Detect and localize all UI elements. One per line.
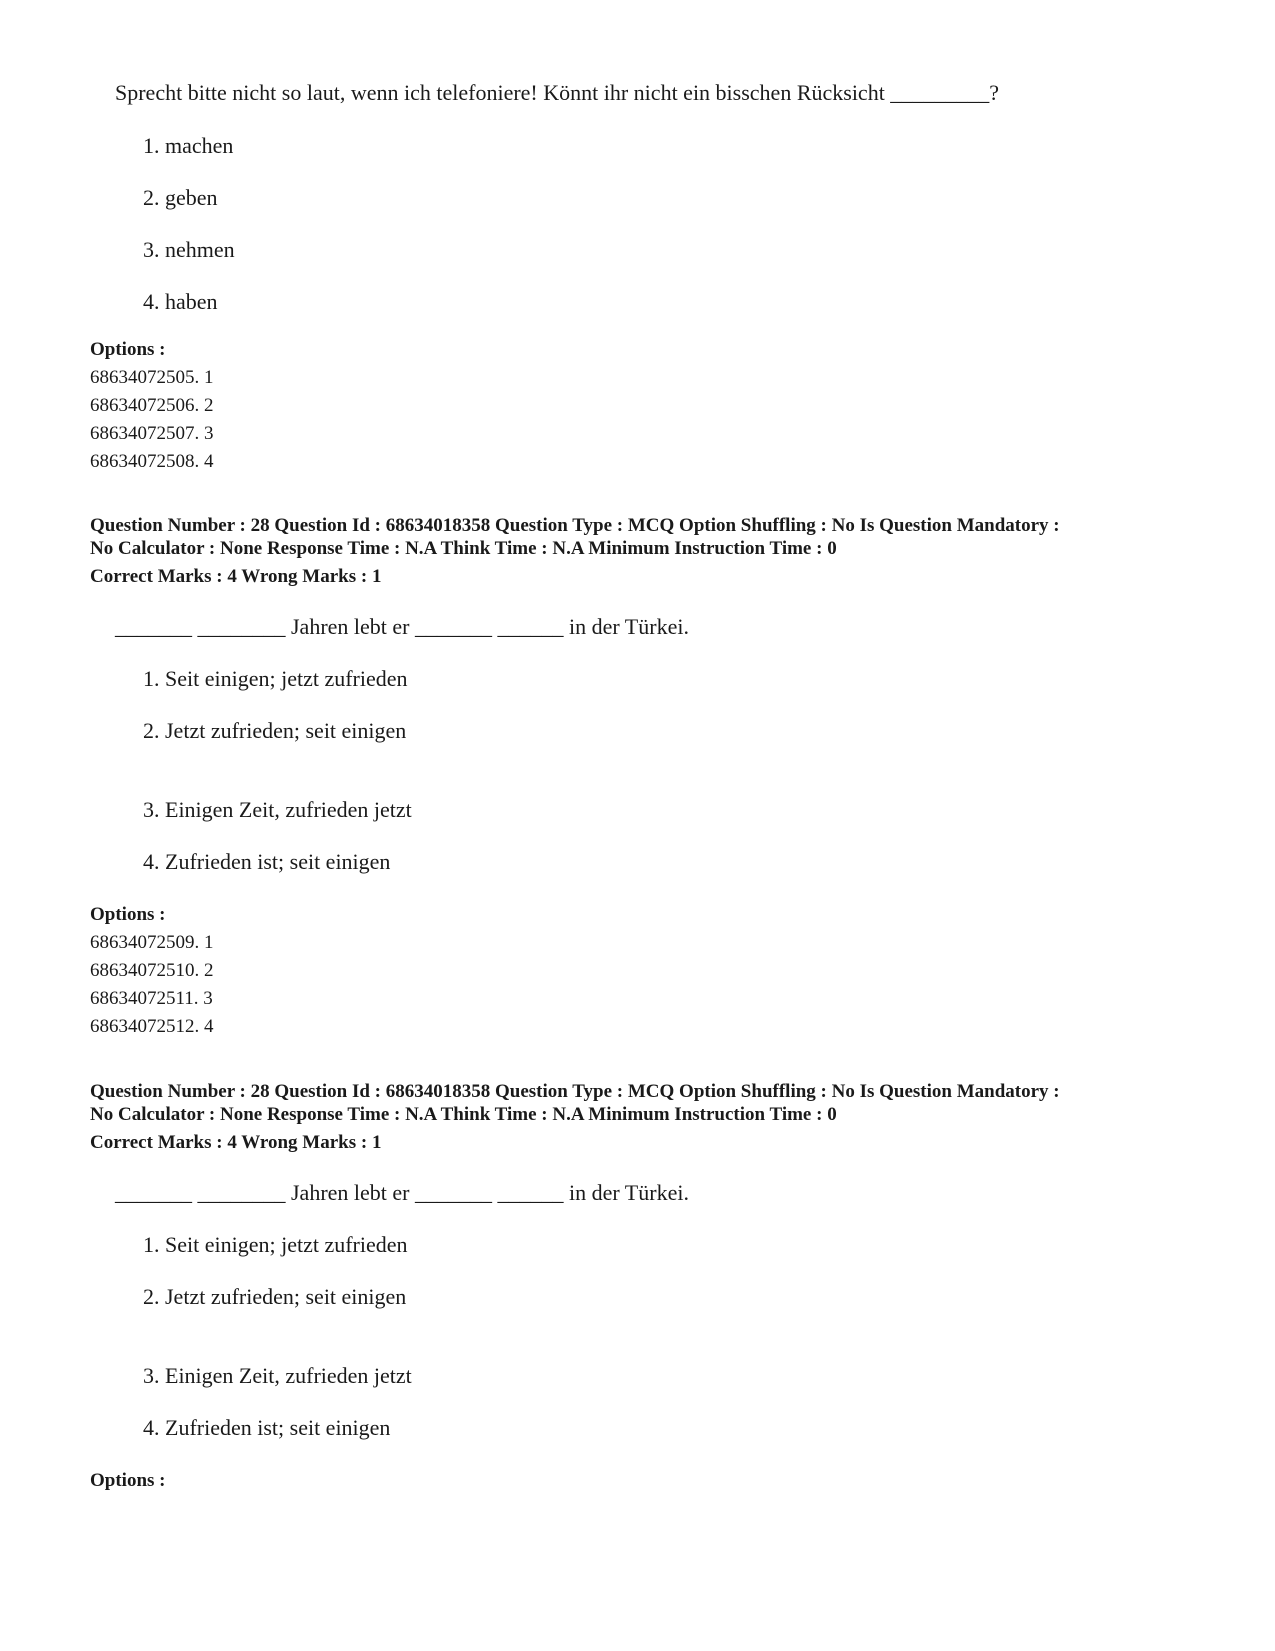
option-id-4: 68634072508. 4 xyxy=(90,451,214,472)
options-heading: Options : xyxy=(90,339,166,360)
question-marks: Correct Marks : 4 Wrong Marks : 1 xyxy=(90,1132,382,1153)
choice-1: 1. Seit einigen; jetzt zufrieden xyxy=(143,1232,408,1257)
choice-2: 2. Jetzt zufrieden; seit einigen xyxy=(143,718,407,743)
choice-1: 1. machen xyxy=(143,133,234,158)
question-text: _______ ________ Jahren lebt er _______ ______ in der Türkei. xyxy=(115,614,689,639)
question-meta-line2: No Calculator : None Response Time : N.A Think Time : N.A Minimum Instruction Time : 0 xyxy=(90,1104,837,1125)
question-meta-line1: Question Number : 28 Question Id : 68634018358 Question Type : MCQ Option Shuffling : No Is Question Mandatory : xyxy=(90,515,1060,536)
options-heading: Options : xyxy=(90,904,166,925)
choice-4: 4. Zufrieden ist; seit einigen xyxy=(143,849,391,874)
option-id-2: 68634072510. 2 xyxy=(90,960,214,981)
choice-2: 2. geben xyxy=(143,185,218,210)
question-text: Sprecht bitte nicht so laut, wenn ich telefoniere! Könnt ihr nicht ein bisschen Rücksicht _________? xyxy=(115,80,1000,105)
question-text: _______ ________ Jahren lebt er _______ ______ in der Türkei. xyxy=(115,1180,689,1205)
choice-3: 3. nehmen xyxy=(143,237,235,262)
option-id-2: 68634072506. 2 xyxy=(90,395,214,416)
choice-2: 2. Jetzt zufrieden; seit einigen xyxy=(143,1284,407,1309)
option-id-1: 68634072509. 1 xyxy=(90,932,214,953)
option-id-4: 68634072512. 4 xyxy=(90,1016,214,1037)
question-meta-line1: Question Number : 28 Question Id : 68634018358 Question Type : MCQ Option Shuffling : No Is Question Mandatory : xyxy=(90,1081,1060,1102)
choice-4: 4. Zufrieden ist; seit einigen xyxy=(143,1415,391,1440)
option-id-3: 68634072511. 3 xyxy=(90,988,213,1009)
option-id-1: 68634072505. 1 xyxy=(90,367,214,388)
choice-3: 3. Einigen Zeit, zufrieden jetzt xyxy=(143,797,412,822)
option-id-3: 68634072507. 3 xyxy=(90,423,214,444)
question-marks: Correct Marks : 4 Wrong Marks : 1 xyxy=(90,566,382,587)
options-heading: Options : xyxy=(90,1470,166,1491)
choice-3: 3. Einigen Zeit, zufrieden jetzt xyxy=(143,1363,412,1388)
question-meta-line2: No Calculator : None Response Time : N.A Think Time : N.A Minimum Instruction Time : 0 xyxy=(90,538,837,559)
choice-1: 1. Seit einigen; jetzt zufrieden xyxy=(143,666,408,691)
choice-4: 4. haben xyxy=(143,289,218,314)
